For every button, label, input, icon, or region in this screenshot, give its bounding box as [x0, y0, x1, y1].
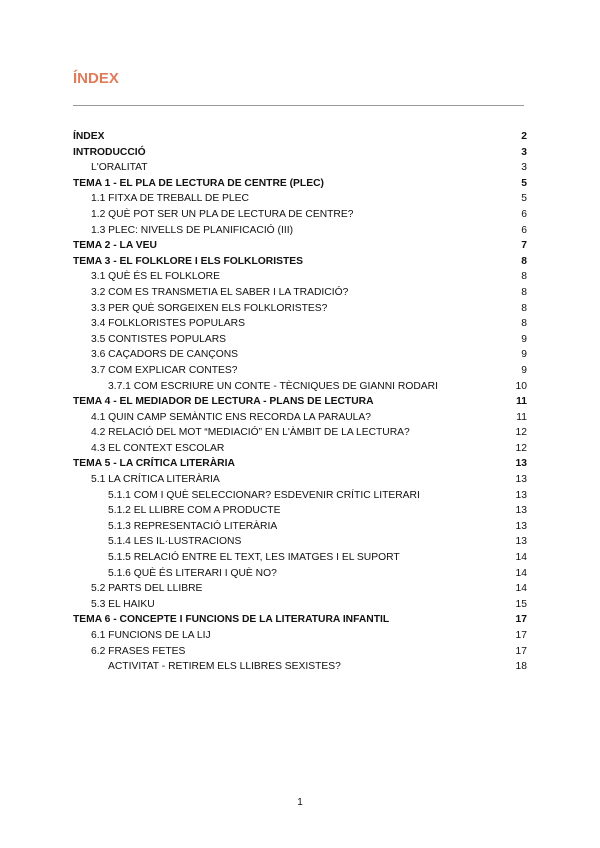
toc-entry[interactable] — [0, 223, 600, 239]
page-title: ÍNDEX — [73, 70, 119, 87]
toc-entry-page: 2 — [521, 131, 527, 142]
toc-entry-title: 3.7 COM EXPLICAR CONTES? — [91, 364, 238, 376]
toc-entry-title: L'ORALITAT — [91, 162, 148, 174]
toc-entry[interactable] — [0, 207, 600, 223]
toc-entry-page: 14 — [515, 567, 527, 579]
toc-entry-page: 9 — [521, 364, 527, 376]
toc-entry-title: 3.5 CONTISTES POPULARS — [91, 333, 227, 345]
toc-entry-page: 15 — [515, 598, 527, 610]
toc-entry-title: TEMA 5 - LA CRÍTICA LITERÀRIA — [73, 458, 235, 470]
toc-entry[interactable] — [0, 191, 600, 207]
toc-entry[interactable] — [0, 441, 600, 457]
toc-entry-title: 3.3 PER QUÈ SORGEIXEN ELS FOLKLORISTES? — [91, 302, 328, 314]
toc-entry[interactable] — [0, 332, 600, 348]
toc-entry[interactable] — [0, 644, 600, 660]
toc-entry-page: 11 — [516, 396, 527, 408]
toc-entry-page: 5 — [521, 193, 527, 205]
toc-entry-title: 5.3 EL HAIKU — [91, 598, 155, 610]
toc-entry-title: ACTIVITAT - RETIREM ELS LLIBRES SEXISTES? — [108, 661, 341, 673]
toc-entry-page: 10 — [515, 380, 527, 392]
toc-entry-title: TEMA 4 - EL MEDIADOR DE LECTURA - PLANS DE LECTURA — [73, 396, 374, 408]
toc-entry[interactable] — [0, 566, 600, 582]
toc-entry[interactable] — [0, 519, 600, 535]
toc-entry-title: 5.1.5 RELACIÓ ENTRE EL TEXT, LES IMATGES I EL SUPORT — [108, 552, 400, 564]
toc-entry-title: 5.1.2 EL LLIBRE COM A PRODUCTE — [108, 505, 281, 517]
toc-entry[interactable] — [0, 425, 600, 441]
toc-entry-page: 13 — [515, 520, 527, 532]
toc-entry-page: 3 — [521, 162, 527, 174]
toc-entry[interactable] — [0, 379, 600, 395]
toc-entry[interactable] — [0, 581, 600, 597]
toc-entry[interactable] — [0, 347, 600, 363]
toc-entry[interactable] — [0, 550, 600, 566]
toc-entry-page: 14 — [515, 583, 527, 595]
toc-entry-page: 5 — [521, 177, 527, 189]
toc-entry-title: 3.4 FOLKLORISTES POPULARS — [91, 318, 245, 330]
toc-entry-title: 3.2 COM ES TRANSMETIA EL SABER I LA TRADICIÓ? — [91, 286, 349, 298]
toc-entry[interactable] — [0, 503, 600, 519]
toc-entry[interactable] — [0, 301, 600, 317]
toc-entry[interactable] — [0, 269, 600, 285]
toc-entry-title: 5.1.3 REPRESENTACIÓ LITERÀRIA — [108, 520, 278, 532]
toc-entry-title: ÍNDEX — [73, 131, 105, 142]
toc-entry[interactable] — [0, 316, 600, 332]
toc-entry[interactable] — [0, 176, 600, 192]
table-of-contents — [0, 129, 600, 675]
toc-entry-title: INTRODUCCIÓ — [73, 146, 146, 158]
toc-entry-title: 3.7.1 COM ESCRIURE UN CONTE - TÈCNIQUES DE GIANNI RODARI — [108, 380, 438, 392]
toc-entry-page: 17 — [515, 614, 527, 626]
toc-entry[interactable] — [0, 534, 600, 550]
toc-entry-page: 9 — [521, 333, 527, 345]
toc-entry-page: 17 — [515, 630, 527, 641]
toc-entry-page: 13 — [515, 474, 527, 486]
toc-entry[interactable] — [0, 597, 600, 613]
toc-entry-page: 7 — [521, 240, 527, 252]
toc-entry-page: 18 — [515, 661, 527, 673]
toc-entry-title: 6.2 FRASES FETES — [91, 645, 186, 657]
toc-entry-page: 17 — [515, 645, 527, 657]
toc-entry[interactable] — [0, 285, 600, 301]
toc-entry-page: 8 — [521, 302, 527, 314]
title-divider — [73, 105, 524, 106]
toc-entry-page: 14 — [515, 552, 527, 564]
toc-entry-title: 1.3 PLEC: NIVELLS DE PLANIFICACIÓ (III) — [91, 224, 293, 236]
toc-entry[interactable] — [0, 160, 600, 176]
toc-entry-title: 6.1 FUNCIONS DE LA LIJ — [91, 630, 211, 641]
toc-entry-page: 13 — [515, 489, 527, 501]
toc-entry[interactable] — [0, 145, 600, 161]
toc-entry-title: TEMA 6 - CONCEPTE I FUNCIONS DE LA LITERATURA INFANTIL — [73, 614, 390, 626]
toc-entry[interactable] — [0, 363, 600, 379]
toc-entry[interactable] — [0, 129, 600, 145]
toc-entry-title: 5.1.1 COM I QUÈ SELECCIONAR? ESDEVENIR CRÍTIC LITERARI — [108, 489, 420, 501]
toc-entry-page: 8 — [521, 286, 527, 298]
toc-entry-page: 6 — [521, 208, 527, 220]
toc-entry[interactable] — [0, 612, 600, 628]
toc-entry-title: TEMA 1 - EL PLA DE LECTURA DE CENTRE (PLEC) — [73, 177, 324, 189]
toc-entry-page: 12 — [515, 442, 527, 454]
toc-entry[interactable] — [0, 628, 600, 644]
toc-entry-title: 4.3 EL CONTEXT ESCOLAR — [91, 442, 225, 454]
toc-entry-title: 5.1 LA CRÍTICA LITERÀRIA — [91, 474, 220, 486]
toc-entry-title: 5.2 PARTS DEL LLIBRE — [91, 583, 203, 595]
toc-entry-title: 4.1 QUIN CAMP SEMÀNTIC ENS RECORDA LA PARAULA? — [91, 411, 372, 423]
toc-entry-page: 9 — [521, 349, 527, 361]
toc-entry-page: 6 — [521, 224, 527, 236]
toc-entry[interactable] — [0, 238, 600, 254]
toc-entry-title: 3.6 CAÇADORS DE CANÇONS — [91, 349, 239, 361]
toc-entry[interactable] — [0, 394, 600, 410]
toc-entry-page: 8 — [521, 255, 527, 267]
toc-entry-page: 13 — [515, 458, 527, 470]
page-number: 1 — [297, 797, 303, 808]
toc-entry-page: 13 — [515, 505, 527, 517]
toc-entry-page: 12 — [515, 427, 527, 439]
toc-entry-page: 3 — [521, 146, 527, 158]
toc-entry-title: 1.1 FITXA DE TREBALL DE PLEC — [91, 193, 249, 205]
toc-entry-title: TEMA 2 - LA VEU — [73, 240, 157, 252]
toc-entry-title: 4.2 RELACIÓ DEL MOT “MEDIACIÓ” EN L'ÀMBIT DE LA LECTURA? — [91, 427, 410, 439]
toc-entry[interactable] — [0, 472, 600, 488]
toc-entry-page: 11 — [516, 411, 527, 423]
toc-entry-page: 8 — [521, 318, 527, 330]
toc-entry[interactable] — [0, 488, 600, 504]
toc-entry-title: 1.2 QUÈ POT SER UN PLA DE LECTURA DE CENTRE? — [91, 208, 354, 220]
toc-entry-page: 8 — [521, 271, 527, 283]
toc-entry-page: 13 — [515, 536, 527, 548]
toc-entry[interactable] — [0, 254, 600, 270]
toc-entry-title: 5.1.6 QUÈ ÉS LITERARI I QUÈ NO? — [108, 567, 277, 579]
toc-entry-title: 3.1 QUÈ ÉS EL FOLKLORE — [91, 271, 220, 283]
toc-entry-title: TEMA 3 - EL FOLKLORE I ELS FOLKLORISTES — [73, 255, 303, 267]
toc-entry[interactable] — [0, 410, 600, 426]
toc-entry[interactable] — [0, 659, 600, 675]
toc-entry-title: 5.1.4 LES IL·LUSTRACIONS — [108, 536, 242, 548]
toc-entry[interactable] — [0, 456, 600, 472]
